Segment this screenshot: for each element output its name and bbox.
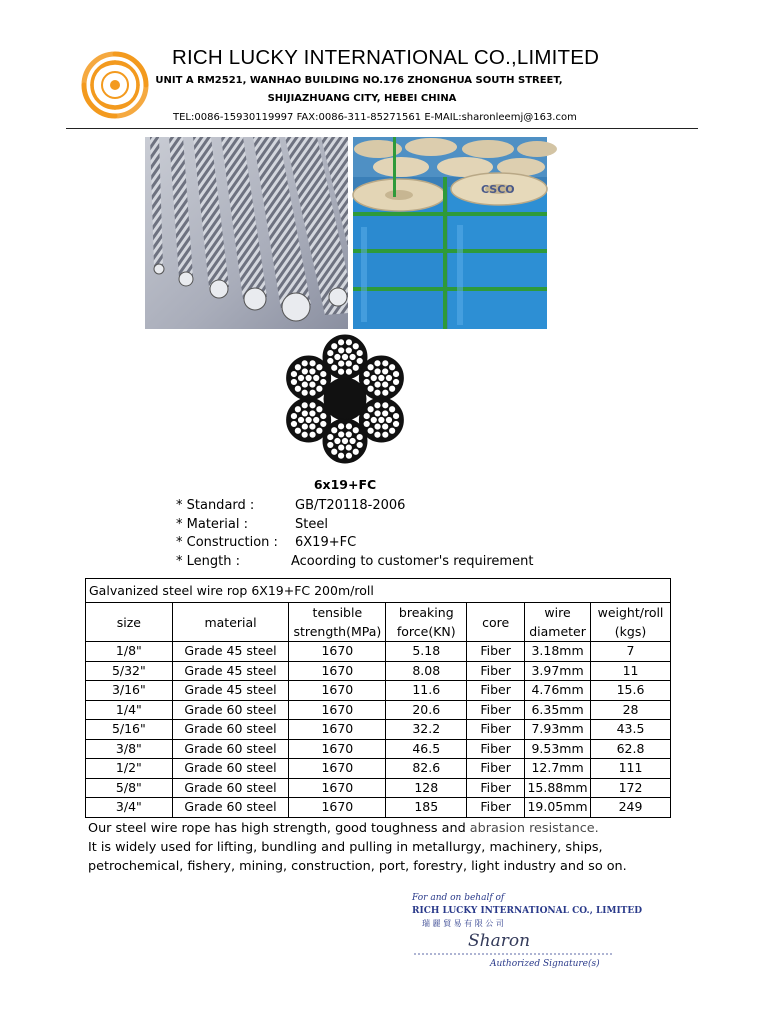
wire xyxy=(341,353,348,360)
cell-weight: 62.8 xyxy=(591,739,671,759)
cell-breaking: 32.2 xyxy=(386,720,467,740)
wire xyxy=(367,406,374,413)
description-text: Our steel wire rope has high strength, good toughness and xyxy=(88,821,470,836)
wire xyxy=(337,368,344,375)
rope-cross-section-diagram xyxy=(280,333,410,469)
cell-material: Grade 45 steel xyxy=(172,681,289,701)
wire xyxy=(392,420,399,427)
wire xyxy=(356,349,363,356)
cell-breaking: 11.6 xyxy=(386,681,467,701)
cell-weight: 28 xyxy=(591,700,671,720)
cell-diameter: 4.76mm xyxy=(525,681,591,701)
wire xyxy=(301,410,308,417)
wire xyxy=(320,420,327,427)
wire xyxy=(374,360,381,367)
wire xyxy=(392,378,399,385)
cell-diameter: 7.93mm xyxy=(525,720,591,740)
wire xyxy=(382,410,389,417)
cell-core: Fiber xyxy=(467,739,525,759)
description-line-2: It is widely used for lifting, bundling and pulling in metallurgy, machinery, ships, xyxy=(88,840,603,855)
cell-diameter: 12.7mm xyxy=(525,759,591,779)
wire xyxy=(345,444,352,451)
wire xyxy=(363,420,370,427)
wire xyxy=(352,448,359,455)
wire xyxy=(294,427,301,434)
authorized-signature-stamp xyxy=(408,888,643,970)
wire xyxy=(363,370,370,377)
wire xyxy=(374,381,381,388)
stamp-line-2: RICH LUCKY INTERNATIONAL CO., LIMITED xyxy=(412,906,643,916)
wire xyxy=(385,374,392,381)
spec-value: 6X19+FC xyxy=(295,535,357,550)
wire xyxy=(389,364,396,371)
cell-size: 5/8" xyxy=(86,778,173,798)
wire xyxy=(305,416,312,423)
wire xyxy=(309,402,316,409)
cell-core: Fiber xyxy=(467,778,525,798)
wire xyxy=(382,402,389,409)
table-row xyxy=(86,739,671,759)
cell-tensile: 1670 xyxy=(289,661,386,681)
address-line-1: UNIT A RM2521, WANHAO BUILDING NO.176 ZHONGHUA SOUTH STREET, xyxy=(155,75,563,86)
wire xyxy=(389,427,396,434)
wire xyxy=(309,381,316,388)
cell-diameter: 3.18mm xyxy=(525,642,591,662)
cell-diameter: 19.05mm xyxy=(525,798,591,818)
cell-breaking: 82.6 xyxy=(386,759,467,779)
wire xyxy=(316,427,323,434)
cell-size: 3/4" xyxy=(86,798,173,818)
cell-tensile: 1670 xyxy=(289,642,386,662)
wire xyxy=(385,416,392,423)
cell-material: Grade 60 steel xyxy=(172,759,289,779)
wire xyxy=(382,381,389,388)
header-weight-line2: (kgs) xyxy=(614,624,647,639)
stamp-line-1: For and on behalf of xyxy=(412,893,505,903)
header-tensile xyxy=(289,603,386,642)
wire xyxy=(349,353,356,360)
cell-material: Grade 45 steel xyxy=(172,642,289,662)
cell-weight: 111 xyxy=(591,759,671,779)
header-weight xyxy=(591,603,671,642)
wire xyxy=(290,370,297,377)
cell-core: Fiber xyxy=(467,759,525,779)
wire xyxy=(337,339,344,346)
wire xyxy=(352,364,359,371)
header-breaking xyxy=(386,603,467,642)
wire xyxy=(305,374,312,381)
wire xyxy=(327,349,334,356)
wire xyxy=(309,410,316,417)
wire xyxy=(301,423,308,430)
table-row xyxy=(86,720,671,740)
cell-weight: 7 xyxy=(591,642,671,662)
wire xyxy=(374,410,381,417)
cell-diameter: 15.88mm xyxy=(525,778,591,798)
cell-tensile: 1670 xyxy=(289,798,386,818)
cell-size: 1/2" xyxy=(86,759,173,779)
wire xyxy=(374,402,381,409)
stamp-line-4: Authorized Signature(s) xyxy=(490,959,600,969)
wire xyxy=(392,412,399,419)
wire xyxy=(382,423,389,430)
cell-weight: 11 xyxy=(591,661,671,681)
cross-section-caption: 6x19+FC xyxy=(313,477,377,492)
wire xyxy=(338,431,345,438)
wire xyxy=(309,423,316,430)
table-row xyxy=(86,798,671,818)
cell-core: Fiber xyxy=(467,720,525,740)
cell-core: Fiber xyxy=(467,681,525,701)
table-row xyxy=(86,681,671,701)
wire xyxy=(382,431,389,438)
cell-breaking: 128 xyxy=(386,778,467,798)
wire xyxy=(341,437,348,444)
cell-core: Fiber xyxy=(467,798,525,818)
table-row xyxy=(86,700,671,720)
letterhead-divider xyxy=(66,128,698,129)
wire xyxy=(345,339,352,346)
wire xyxy=(378,374,385,381)
cell-size: 1/8" xyxy=(86,642,173,662)
cell-weight: 172 xyxy=(591,778,671,798)
wire xyxy=(320,378,327,385)
wire xyxy=(337,452,344,459)
wire xyxy=(352,427,359,434)
cell-diameter: 6.35mm xyxy=(525,700,591,720)
wire xyxy=(367,364,374,371)
wire xyxy=(327,433,334,440)
wire xyxy=(294,364,301,371)
cell-material: Grade 60 steel xyxy=(172,778,289,798)
header-weight-line1: weight/roll xyxy=(597,605,664,620)
stamp-line-3: 瑞 麗 貿 易 有 限 公 司 xyxy=(422,919,504,928)
wire xyxy=(331,448,338,455)
cell-size: 5/32" xyxy=(86,661,173,681)
header-wire-diameter xyxy=(525,603,591,642)
product-spec-table xyxy=(85,578,671,818)
wire xyxy=(374,423,381,430)
wire xyxy=(327,357,334,364)
header-breaking-line2: force(KN) xyxy=(396,624,456,639)
cell-material: Grade 60 steel xyxy=(172,700,289,720)
wire xyxy=(301,381,308,388)
cell-breaking: 20.6 xyxy=(386,700,467,720)
wire xyxy=(301,368,308,375)
wire xyxy=(290,420,297,427)
wire xyxy=(331,364,338,371)
wire xyxy=(345,423,352,430)
wire xyxy=(313,416,320,423)
header-tensile-line1: tensible xyxy=(312,605,363,620)
wire xyxy=(301,389,308,396)
wire xyxy=(363,412,370,419)
wire xyxy=(345,347,352,354)
table-row xyxy=(86,661,671,681)
wire xyxy=(370,416,377,423)
header-size: size xyxy=(86,603,173,642)
cell-size: 3/8" xyxy=(86,739,173,759)
cell-diameter: 3.97mm xyxy=(525,661,591,681)
wire xyxy=(345,431,352,438)
wire xyxy=(356,433,363,440)
cell-weight: 249 xyxy=(591,798,671,818)
header-core: core xyxy=(467,603,525,642)
cell-material: Grade 60 steel xyxy=(172,798,289,818)
wire xyxy=(345,368,352,375)
wire xyxy=(389,406,396,413)
wire xyxy=(382,360,389,367)
table-row xyxy=(86,642,671,662)
header-wire-line1: wire xyxy=(544,605,571,620)
wire xyxy=(301,402,308,409)
wire xyxy=(374,431,381,438)
wire xyxy=(331,427,338,434)
wire xyxy=(313,374,320,381)
table-row xyxy=(86,759,671,779)
cell-weight: 15.6 xyxy=(591,681,671,701)
wire xyxy=(309,368,316,375)
rope-reels-photo xyxy=(353,137,547,329)
wire xyxy=(309,431,316,438)
wire xyxy=(316,364,323,371)
cell-core: Fiber xyxy=(467,642,525,662)
wire xyxy=(389,385,396,392)
wire xyxy=(297,374,304,381)
signature: Sharon xyxy=(468,931,531,951)
table-row xyxy=(86,778,671,798)
cell-breaking: 8.08 xyxy=(386,661,467,681)
wire xyxy=(316,385,323,392)
cell-tensile: 1670 xyxy=(289,700,386,720)
wire xyxy=(349,437,356,444)
cell-size: 5/16" xyxy=(86,720,173,740)
wire xyxy=(374,368,381,375)
wire xyxy=(320,370,327,377)
wire xyxy=(345,452,352,459)
wire xyxy=(316,406,323,413)
wire xyxy=(294,385,301,392)
svg-text:CSCO: CSCO xyxy=(481,183,515,196)
header-material: material xyxy=(172,603,289,642)
spec-key: * Construction : xyxy=(176,535,278,550)
wire xyxy=(367,427,374,434)
wire xyxy=(356,441,363,448)
cell-weight: 43.5 xyxy=(591,720,671,740)
company-name: RICH LUCKY INTERNATIONAL CO.,LIMITED xyxy=(172,46,600,69)
cell-material: Grade 60 steel xyxy=(172,739,289,759)
cell-core: Fiber xyxy=(467,700,525,720)
wire xyxy=(320,412,327,419)
cell-material: Grade 60 steel xyxy=(172,720,289,740)
wire xyxy=(331,343,338,350)
wire xyxy=(337,423,344,430)
wire xyxy=(367,385,374,392)
cell-tensile: 1670 xyxy=(289,739,386,759)
cell-material: Grade 45 steel xyxy=(172,661,289,681)
wire xyxy=(338,444,345,451)
wire xyxy=(382,368,389,375)
wire xyxy=(309,360,316,367)
wire xyxy=(301,431,308,438)
header-breaking-line1: breaking xyxy=(398,605,454,620)
address-line-2: SHIJIAZHUANG CITY, HEBEI CHINA xyxy=(267,93,457,104)
spec-value: Steel xyxy=(295,516,328,532)
spec-key: * Material : xyxy=(176,516,248,532)
wire xyxy=(374,389,381,396)
contact-line: TEL:0086-15930119997 FAX:0086-311-85271561 E-MAIL:sharonleemj@163.com xyxy=(173,112,577,123)
cell-core: Fiber xyxy=(467,661,525,681)
wire xyxy=(338,360,345,367)
cell-tensile: 1670 xyxy=(289,759,386,779)
cell-diameter: 9.53mm xyxy=(525,739,591,759)
wire xyxy=(382,389,389,396)
wire xyxy=(334,437,341,444)
table-header-row xyxy=(86,603,671,642)
wire xyxy=(301,360,308,367)
cell-tensile: 1670 xyxy=(289,778,386,798)
wire xyxy=(370,374,377,381)
wire xyxy=(327,441,334,448)
spec-key: * Standard : xyxy=(176,498,255,513)
wire xyxy=(294,406,301,413)
wire xyxy=(334,353,341,360)
wire xyxy=(352,343,359,350)
cell-size: 1/4" xyxy=(86,700,173,720)
wire xyxy=(290,412,297,419)
description-line-1 xyxy=(88,821,599,836)
header-tensile-line2: strength(MPa) xyxy=(293,624,382,639)
wire xyxy=(392,370,399,377)
cell-tensile: 1670 xyxy=(289,681,386,701)
wire xyxy=(356,357,363,364)
wire xyxy=(338,347,345,354)
spec-value: Acoording to customer's requirement xyxy=(291,553,534,569)
cell-breaking: 46.5 xyxy=(386,739,467,759)
wire-rope-photo xyxy=(145,137,348,329)
wire xyxy=(297,416,304,423)
wire xyxy=(378,416,385,423)
table-caption: Galvanized steel wire rop 6X19+FC 200m/roll xyxy=(86,579,671,603)
description-line-3: petrochemical, fishery, mining, construction, port, forestry, light industry and so on. xyxy=(88,859,627,874)
cell-size: 3/16" xyxy=(86,681,173,701)
wire xyxy=(345,360,352,367)
wire xyxy=(363,378,370,385)
header-wire-line2: diameter xyxy=(529,624,586,639)
fiber-core xyxy=(324,378,366,420)
cell-breaking: 5.18 xyxy=(386,642,467,662)
wire xyxy=(309,389,316,396)
spec-key: * Length : xyxy=(176,553,240,569)
wire xyxy=(290,378,297,385)
cell-tensile: 1670 xyxy=(289,720,386,740)
cell-breaking: 185 xyxy=(386,798,467,818)
description-highlight: abrasion resistance. xyxy=(469,821,599,836)
spec-value: GB/T20118-2006 xyxy=(295,498,406,513)
